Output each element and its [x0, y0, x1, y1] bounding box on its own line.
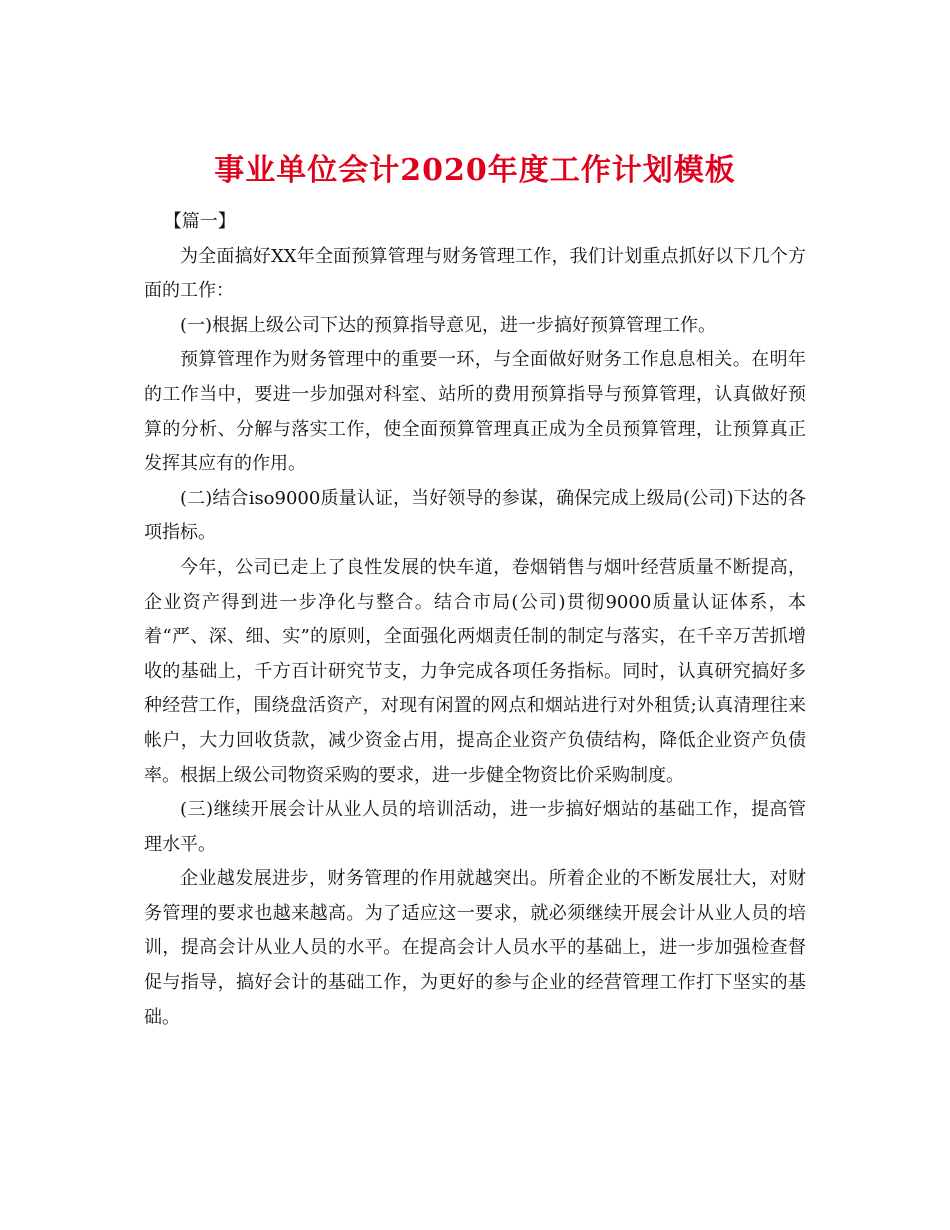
- document-title: 事业单位会计2020年度工作计划模板: [214, 153, 736, 189]
- paragraph: 预算管理作为财务管理中的重要一环，与全面做好财务工作息息相关。在明年的工作当中，要进一步加强对科室、站所的费用预算指导与预算管理，认真做好预算的分析、分解与落实工作，使全面预算管理真正成为全员预算管理，让预算真正发挥其应有的作用。: [144, 349, 806, 475]
- paragraph: 为全面搞好XX年全面预算管理与财务管理工作，我们计划重点抓好以下几个方面的工作：: [144, 245, 806, 302]
- paragraph: (二)结合iso9000质量认证，当好领导的参谋，确保完成上级局(公司)下达的各项指标。: [144, 487, 806, 544]
- paragraph: (一)根据上级公司下达的预算指导意见，进一步搞好预算管理工作。: [180, 314, 717, 336]
- paragraph: (三)继续开展会计从业人员的培训活动，进一步搞好烟站的基础工作，提高管理水平。: [144, 799, 806, 855]
- document-body: [144, 205, 806, 1035]
- paragraph: 今年，公司已走上了良性发展的快车道，卷烟销售与烟叶经营质量不断提高，企业资产得到进一步净化与整合。结合市局(公司)贯彻9000质量认证体系，本着“严、深、细、实”的原则，全面强化两烟责任制的制定与落实，在千辛万苦抓增收的基础上，千方百计研究节支，力争完成各项任务指标。同时，认真研究搞好多种经营工作，围绕盘活资产，对现有闲置的网点和烟站进行对外租赁;认真清理往来帐户，大力回收货款，减少资金占用，提高企业资产负债结构，降低企业资产负债率。根据上级公司物资采购的要求，进一步健全物资比价采购制度。: [144, 556, 806, 786]
- paragraph: 企业越发展进步，财务管理的作用就越突出。所着企业的不断发展壮大，对财务管理的要求也越来越高。为了适应这一要求，就必须继续开展会计从业人员的培训，提高会计从业人员的水平。在提高会计人员水平的基础上，进一步加强检查督促与指导，搞好会计的基础工作，为更好的参与企业的经营管理工作打下坚实的基础。: [144, 868, 806, 1028]
- section-heading: 【篇一】: [163, 211, 236, 232]
